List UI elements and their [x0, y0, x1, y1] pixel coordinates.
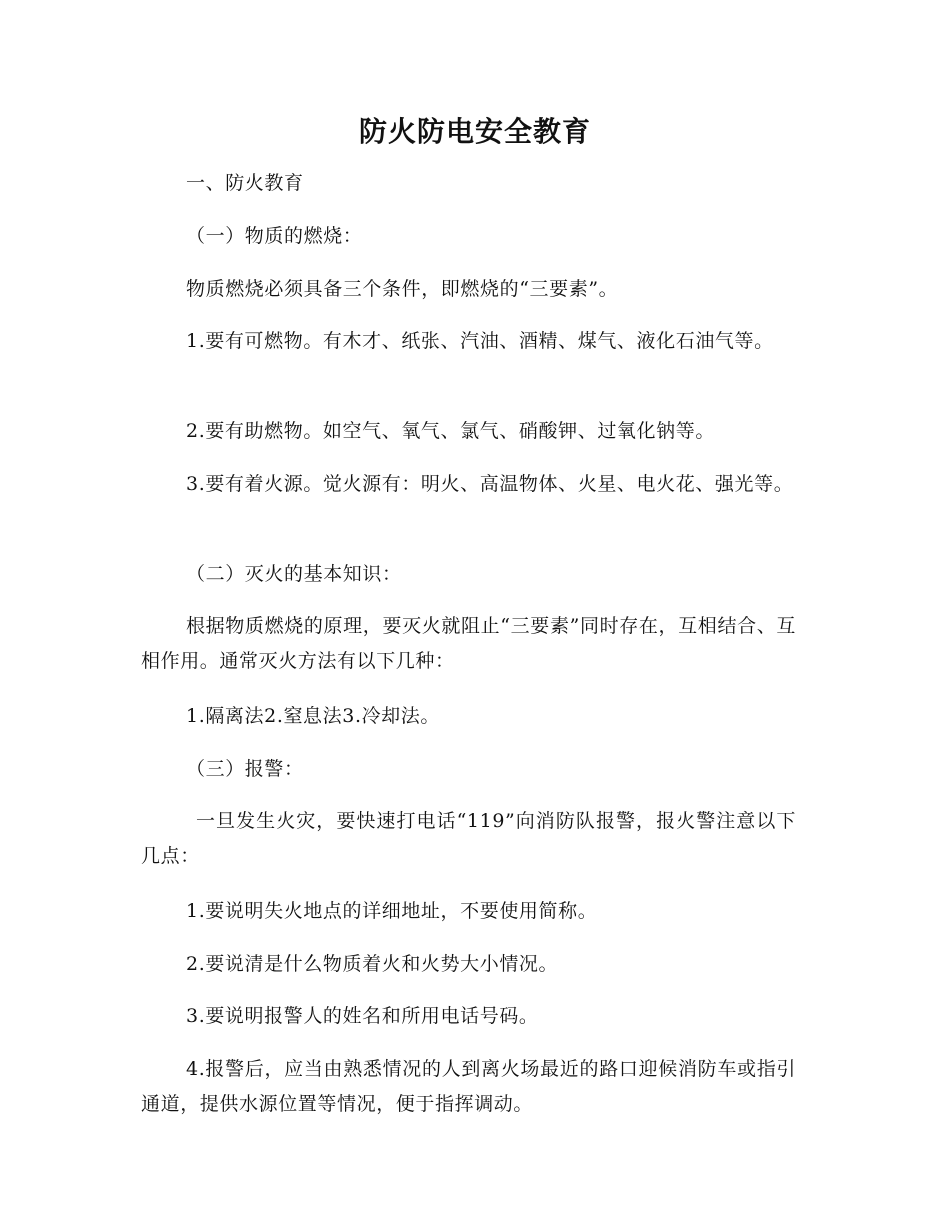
list-item-oxidizers: 2.要有助燃物。如空气、氧气、氯气、硝酸钾、过氧化钠等。: [186, 420, 715, 442]
list-item-alarm-fire-status: 2.要说清是什么物质着火和火势大小情况。: [186, 953, 559, 975]
paragraph-extinguishing-principle: 根据物质燃烧的原理，要灭火就阻止“三要素”同时存在，互相结合、互相作用。通常灭火方法有以下几种：: [141, 615, 796, 672]
section-heading-fire-education: 一、防火教育: [186, 172, 304, 194]
list-item-combustibles: 1.要有可燃物。有木才、纸张、汽油、酒精、煤气、液化石油气等。: [186, 330, 774, 352]
list-item-extinguishing-methods: 1.隔离法2.窒息法3.冷却法。: [186, 705, 440, 727]
paragraph-combustion-conditions: 物质燃烧必须具备三个条件，即燃烧的“三要素”。: [186, 278, 619, 300]
subsection-heading-combustion: （一）物质的燃烧：: [186, 225, 363, 247]
paragraph-alarm-call: 一旦发生火灾，要快速打电话“119”向消防队报警，报火警注意以下几点：: [141, 810, 796, 867]
page-title: 防火防电安全教育: [358, 115, 591, 148]
subsection-heading-extinguishing: （二）灭火的基本知识：: [186, 563, 402, 585]
list-item-alarm-caller-info: 3.要说明报警人的姓名和所用电话号码。: [186, 1005, 539, 1027]
subsection-heading-alarm: （三）报警：: [186, 758, 304, 780]
list-item-alarm-guidance: 4.报警后，应当由熟悉情况的人到离火场最近的路口迎候消防车或指引通道，提供水源位置等情况，便于指挥调动。: [141, 1058, 796, 1115]
list-item-alarm-address: 1.要说明失火地点的详细地址，不要使用简称。: [186, 900, 598, 922]
list-item-ignition-sources: 3.要有着火源。觉火源有：明火、高温物体、火星、电火花、强光等。: [186, 473, 794, 495]
